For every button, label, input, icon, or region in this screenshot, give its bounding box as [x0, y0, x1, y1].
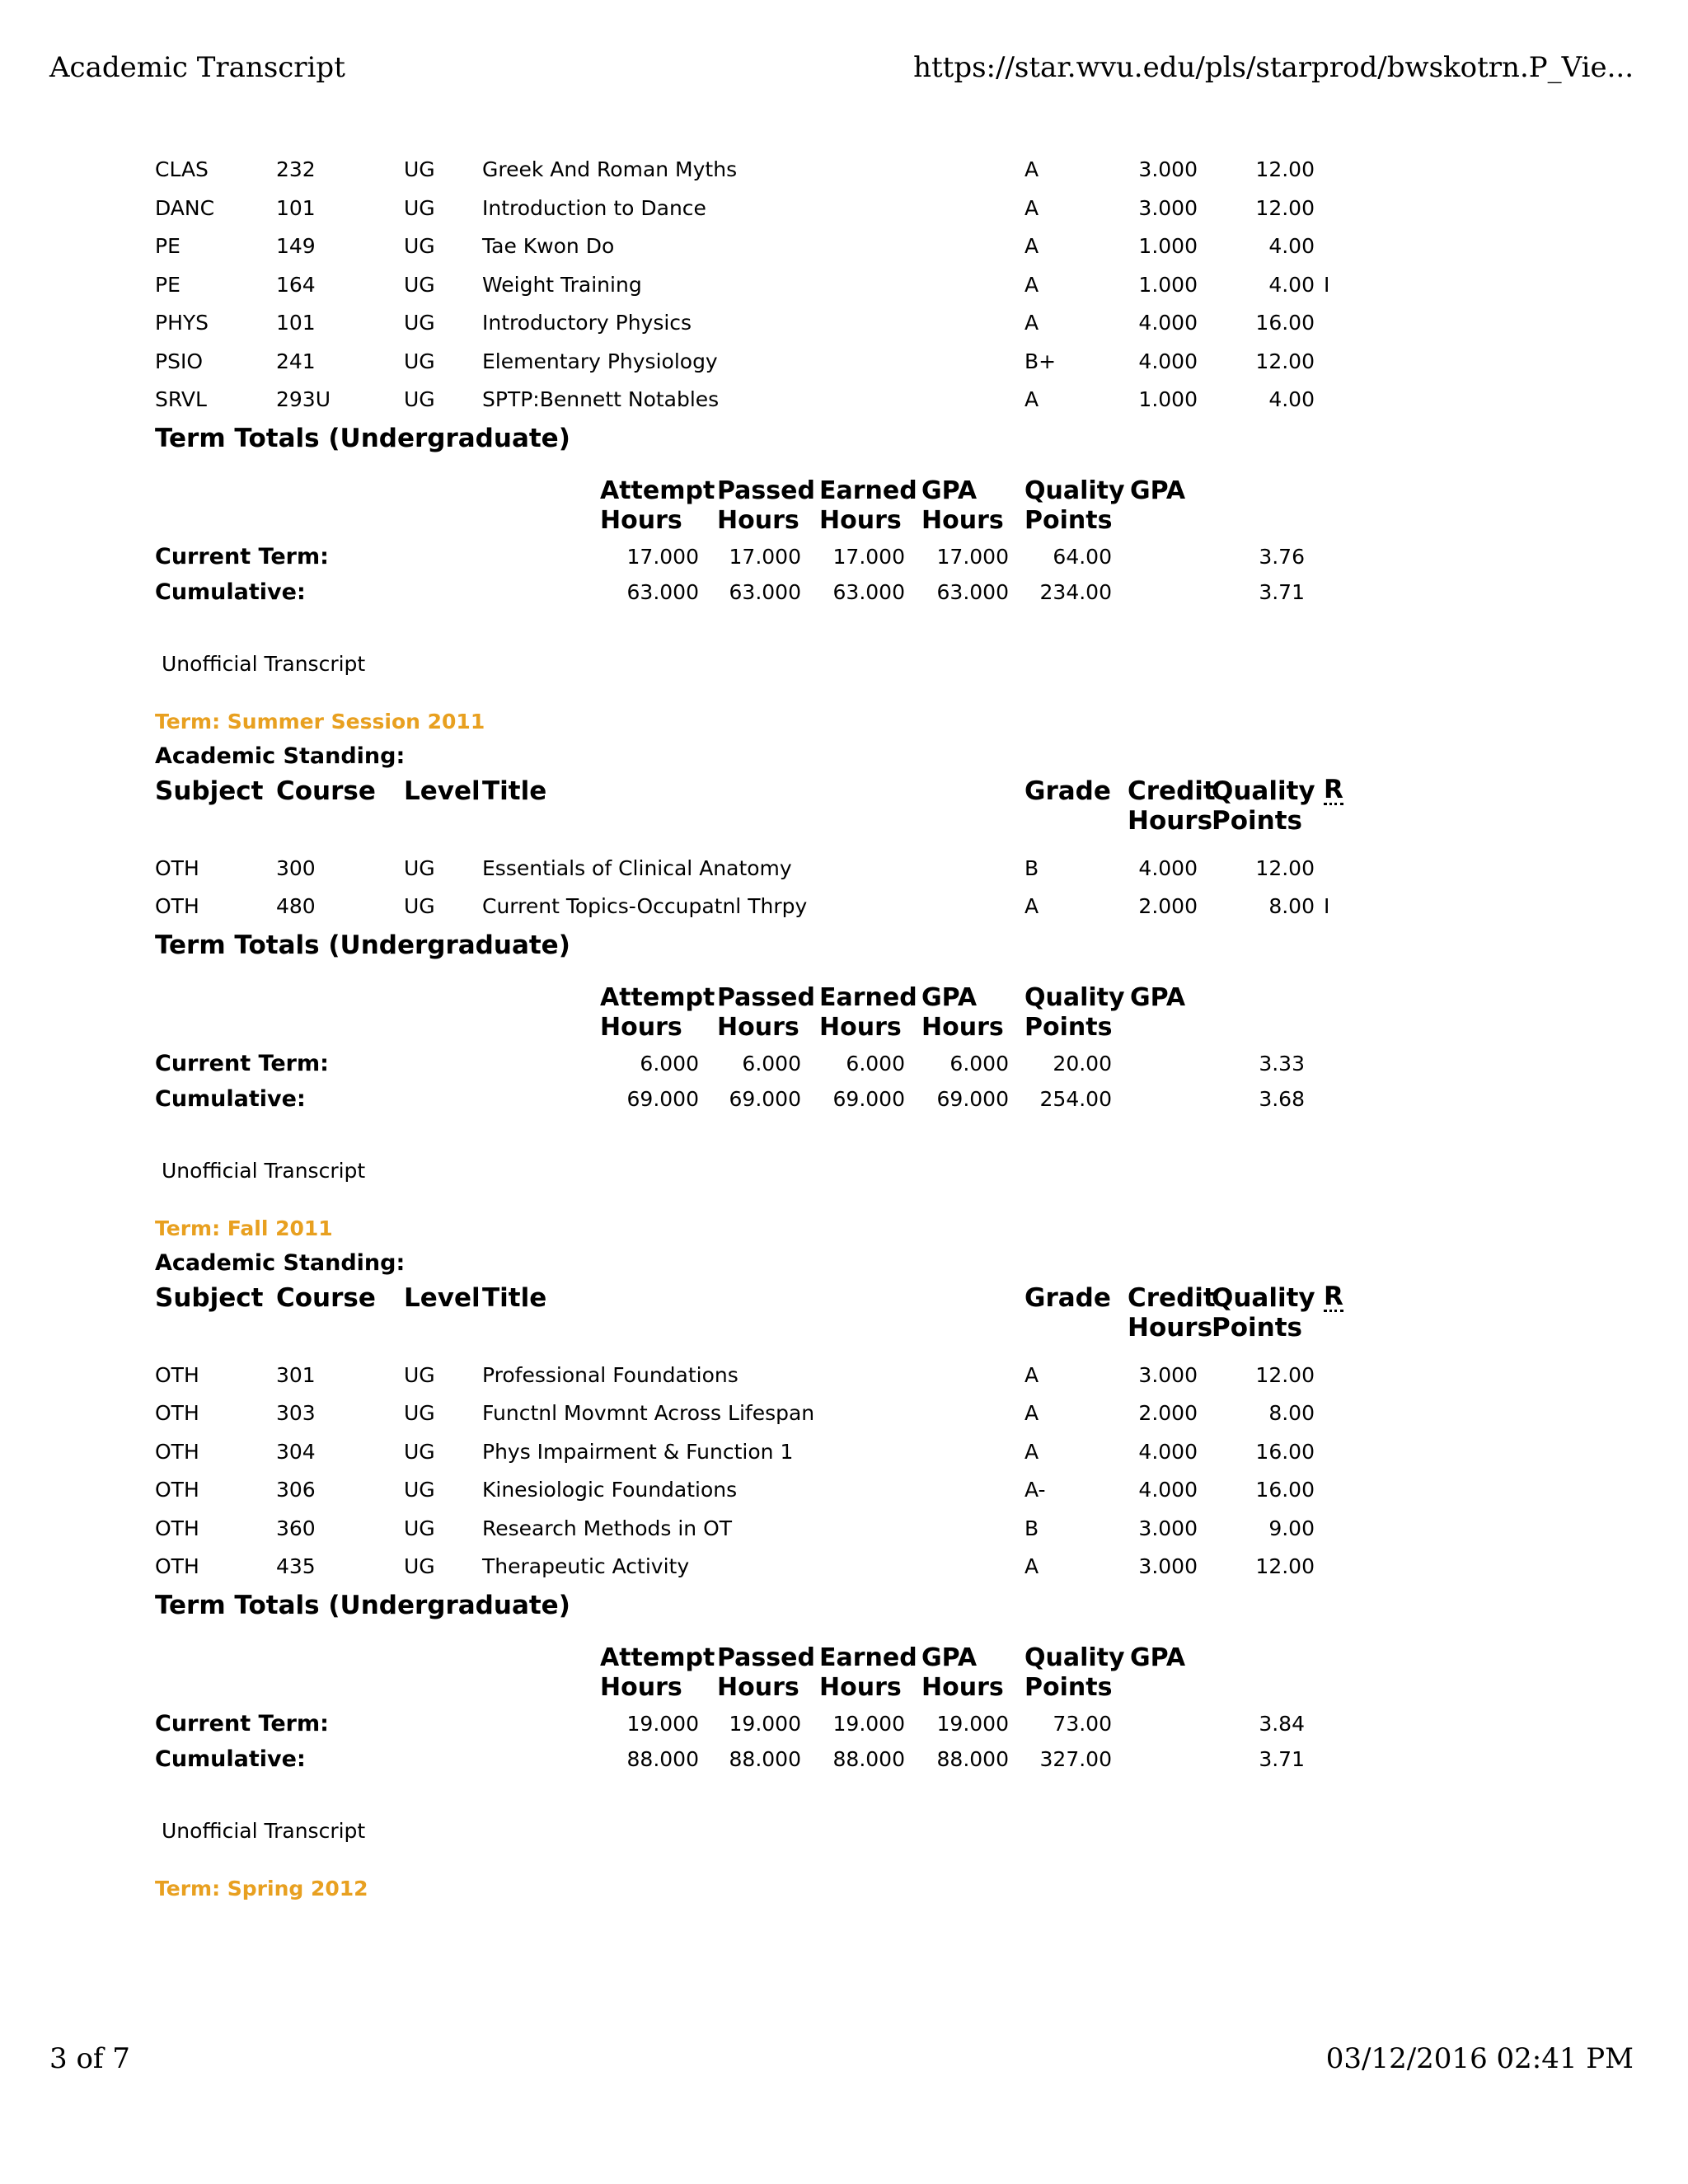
course-credit-hours: 4.000	[1138, 855, 1198, 880]
transcript-content	[155, 153, 1441, 1907]
print-datetime: 03/12/2016 02:41 PM	[1325, 2042, 1634, 2075]
course-credit-hours: 4.000	[1138, 349, 1198, 373]
course-number: 300	[276, 855, 316, 880]
page-header-url[interactable]: https://star.wvu.edu/pls/starprod/bwskotrn.P_Vie...	[913, 51, 1634, 84]
course-grade: A	[1025, 1554, 1039, 1578]
course-row	[155, 1397, 1441, 1436]
course-number: 101	[276, 311, 316, 335]
totals-gpa-header: GPA	[1130, 476, 1186, 505]
cumulative-row-attempt: 69.000	[626, 1086, 699, 1111]
cumulative-row-gpa: 3.71	[1259, 579, 1305, 604]
course-level: UG	[404, 855, 435, 880]
col-level-header: Level	[404, 1282, 481, 1313]
course-subject: OTH	[155, 894, 199, 918]
term-heading: Term: Summer Session 2011	[155, 709, 485, 733]
course-number: 232	[276, 157, 316, 181]
course-title: Weight Training	[482, 272, 642, 297]
course-row	[155, 307, 1441, 345]
term-totals-title: Term Totals (Undergraduate)	[155, 930, 570, 960]
course-row	[155, 230, 1441, 269]
col-quality-points-header: Quality Points	[1212, 776, 1315, 836]
totals-attempt-hours-header: Attempt Hours	[600, 1643, 715, 1702]
course-grade: A	[1025, 387, 1039, 411]
cumulative-row-gpa-hours: 69.000	[936, 1086, 1009, 1111]
course-title: Research Methods in OT	[482, 1516, 733, 1540]
totals-earned-hours-header: Earned Hours	[819, 1643, 917, 1702]
cumulative-row	[155, 576, 1441, 612]
current-term-row-gpa: 3.84	[1259, 1711, 1305, 1736]
cumulative-row-gpa: 3.71	[1259, 1746, 1305, 1771]
course-subject: OTH	[155, 1401, 199, 1425]
totals-earned-hours-header: Earned Hours	[819, 982, 917, 1042]
course-number: 149	[276, 234, 316, 258]
current-term-row-label: Current Term:	[155, 543, 329, 569]
cumulative-row	[155, 1743, 1441, 1779]
current-term-row-passed: 19.000	[729, 1711, 801, 1736]
cumulative-row-label: Cumulative:	[155, 1085, 306, 1112]
course-quality-points: 12.00	[1255, 195, 1315, 220]
course-credit-hours: 1.000	[1138, 234, 1198, 258]
course-grade: A	[1025, 1362, 1039, 1387]
totals-quality-points-header: Quality Points	[1025, 476, 1125, 535]
totals-column-header	[155, 1643, 1441, 1708]
course-subject: OTH	[155, 1362, 199, 1387]
course-credit-hours: 3.000	[1138, 157, 1198, 181]
totals-gpa-header: GPA	[1130, 1643, 1186, 1672]
course-number: 164	[276, 272, 316, 297]
col-title-header: Title	[482, 776, 547, 806]
course-credit-hours: 3.000	[1138, 1516, 1198, 1540]
course-quality-points: 12.00	[1255, 855, 1315, 880]
course-title: Introductory Physics	[482, 311, 692, 335]
col-course-header: Course	[276, 776, 376, 806]
totals-attempt-hours-header: Attempt Hours	[600, 476, 715, 535]
totals-column-header	[155, 476, 1441, 541]
cumulative-row-quality: 327.00	[1039, 1746, 1112, 1771]
col-grade-header: Grade	[1025, 1282, 1111, 1313]
course-level: UG	[404, 1362, 435, 1387]
unofficial-transcript-note: Unofficial Transcript	[162, 1158, 366, 1183]
course-subject: PE	[155, 234, 181, 258]
course-title: Essentials of Clinical Anatomy	[482, 855, 792, 880]
course-row	[155, 153, 1441, 192]
course-title: Therapeutic Activity	[482, 1554, 690, 1578]
course-subject: OTH	[155, 1439, 199, 1464]
course-level: UG	[404, 157, 435, 181]
current-term-row-earned: 6.000	[846, 1051, 905, 1076]
current-term-row	[155, 1047, 1441, 1083]
course-title: Current Topics-Occupatnl Thrpy	[482, 894, 808, 918]
course-level: UG	[404, 349, 435, 373]
cumulative-row-earned: 88.000	[832, 1746, 905, 1771]
course-credit-hours: 3.000	[1138, 1554, 1198, 1578]
course-quality-points: 4.00	[1268, 272, 1315, 297]
col-credit-hours-header: Credit Hours	[1128, 1282, 1216, 1343]
col-grade-header: Grade	[1025, 776, 1111, 806]
course-grade: A	[1025, 195, 1039, 220]
current-term-row-earned: 17.000	[832, 544, 905, 569]
academic-standing-label: Academic Standing:	[155, 743, 406, 769]
course-grade: A	[1025, 234, 1039, 258]
course-number: 435	[276, 1554, 316, 1578]
course-quality-points: 16.00	[1255, 311, 1315, 335]
course-credit-hours: 1.000	[1138, 272, 1198, 297]
course-title: Kinesiologic Foundations	[482, 1478, 738, 1502]
course-column-header	[155, 1283, 1441, 1349]
page-number: 3 of 7	[49, 2042, 130, 2075]
course-row	[155, 1359, 1441, 1398]
totals-earned-hours-header: Earned Hours	[819, 476, 917, 535]
course-subject: PE	[155, 272, 181, 297]
course-quality-points: 4.00	[1268, 234, 1315, 258]
course-quality-points: 9.00	[1268, 1516, 1315, 1540]
totals-passed-hours-header: Passed Hours	[717, 476, 815, 535]
course-row	[155, 192, 1441, 231]
course-repeat-indicator: I	[1324, 272, 1330, 297]
course-column-header	[155, 776, 1441, 842]
course-grade: A	[1025, 272, 1039, 297]
course-quality-points: 4.00	[1268, 387, 1315, 411]
course-grade: A	[1025, 311, 1039, 335]
cumulative-row-passed: 63.000	[729, 579, 801, 604]
col-credit-hours-header: Credit Hours	[1128, 776, 1216, 836]
cumulative-row-attempt: 63.000	[626, 579, 699, 604]
page-header-title: Academic Transcript	[49, 51, 345, 84]
totals-attempt-hours-header: Attempt Hours	[600, 982, 715, 1042]
totals-gpa-hours-header: GPA Hours	[921, 1643, 1004, 1702]
course-subject: OTH	[155, 1478, 199, 1502]
col-r-header[interactable]: R	[1324, 1281, 1343, 1311]
cumulative-row-attempt: 88.000	[626, 1746, 699, 1771]
course-number: 303	[276, 1401, 316, 1425]
cumulative-row-earned: 63.000	[832, 579, 905, 604]
course-row	[155, 345, 1441, 384]
current-term-row-passed: 17.000	[729, 544, 801, 569]
totals-gpa-hours-header: GPA Hours	[921, 982, 1004, 1042]
current-term-row-attempt: 19.000	[626, 1711, 699, 1736]
course-level: UG	[404, 1516, 435, 1540]
cumulative-row-quality: 234.00	[1039, 579, 1112, 604]
course-quality-points: 12.00	[1255, 1554, 1315, 1578]
current-term-row-quality: 64.00	[1053, 544, 1112, 569]
course-subject: CLAS	[155, 157, 209, 181]
course-row	[155, 1550, 1441, 1589]
course-quality-points: 12.00	[1255, 349, 1315, 373]
totals-gpa-hours-header: GPA Hours	[921, 476, 1004, 535]
term-totals-title: Term Totals (Undergraduate)	[155, 1590, 570, 1620]
course-level: UG	[404, 894, 435, 918]
current-term-row-gpa-hours: 6.000	[950, 1051, 1009, 1076]
course-credit-hours: 3.000	[1138, 195, 1198, 220]
course-quality-points: 8.00	[1268, 894, 1315, 918]
course-quality-points: 12.00	[1255, 1362, 1315, 1387]
current-term-row	[155, 1708, 1441, 1743]
course-row	[155, 269, 1441, 307]
course-level: UG	[404, 311, 435, 335]
course-quality-points: 12.00	[1255, 157, 1315, 181]
cumulative-row-gpa: 3.68	[1259, 1086, 1305, 1111]
course-grade: B+	[1025, 349, 1057, 373]
course-row	[155, 383, 1441, 422]
totals-quality-points-header: Quality Points	[1025, 1643, 1125, 1702]
course-number: 360	[276, 1516, 316, 1540]
col-level-header: Level	[404, 776, 481, 806]
cumulative-row-gpa-hours: 88.000	[936, 1746, 1009, 1771]
course-subject: OTH	[155, 855, 199, 880]
course-grade: A	[1025, 1401, 1039, 1425]
current-term-row-label: Current Term:	[155, 1710, 329, 1736]
course-quality-points: 16.00	[1255, 1478, 1315, 1502]
col-subject-header: Subject	[155, 1282, 264, 1313]
course-credit-hours: 1.000	[1138, 387, 1198, 411]
course-number: 306	[276, 1478, 316, 1502]
totals-passed-hours-header: Passed Hours	[717, 1643, 815, 1702]
course-row	[155, 890, 1441, 929]
unofficial-transcript-note: Unofficial Transcript	[162, 651, 366, 676]
course-level: UG	[404, 1439, 435, 1464]
course-grade: A-	[1025, 1478, 1046, 1502]
course-number: 293U	[276, 387, 331, 411]
course-level: UG	[404, 387, 435, 411]
cumulative-row-label: Cumulative:	[155, 1746, 306, 1772]
cumulative-row-label: Cumulative:	[155, 579, 306, 605]
current-term-row-passed: 6.000	[742, 1051, 801, 1076]
current-term-row-quality: 73.00	[1053, 1711, 1112, 1736]
term-heading: Term: Spring 2012	[155, 1876, 368, 1900]
course-title: Tae Kwon Do	[482, 234, 615, 258]
academic-standing-label: Academic Standing:	[155, 1249, 406, 1276]
course-grade: A	[1025, 157, 1039, 181]
course-credit-hours: 2.000	[1138, 1401, 1198, 1425]
course-credit-hours: 3.000	[1138, 1362, 1198, 1387]
course-row	[155, 1436, 1441, 1474]
course-subject: PSIO	[155, 349, 203, 373]
course-subject: OTH	[155, 1554, 199, 1578]
current-term-row-gpa-hours: 19.000	[936, 1711, 1009, 1736]
course-quality-points: 8.00	[1268, 1401, 1315, 1425]
course-number: 301	[276, 1362, 316, 1387]
course-level: UG	[404, 1478, 435, 1502]
course-grade: A	[1025, 894, 1039, 918]
col-course-header: Course	[276, 1282, 376, 1313]
course-title: Elementary Physiology	[482, 349, 718, 373]
course-title: Professional Foundations	[482, 1362, 738, 1387]
totals-gpa-header: GPA	[1130, 982, 1186, 1012]
course-credit-hours: 2.000	[1138, 894, 1198, 918]
course-title: Functnl Movmnt Across Lifespan	[482, 1401, 815, 1425]
course-repeat-indicator: I	[1324, 894, 1330, 918]
course-grade: B	[1025, 855, 1039, 880]
course-grade: B	[1025, 1516, 1039, 1540]
col-quality-points-header: Quality Points	[1212, 1282, 1315, 1343]
course-title: Introduction to Dance	[482, 195, 706, 220]
course-credit-hours: 4.000	[1138, 311, 1198, 335]
course-level: UG	[404, 234, 435, 258]
cumulative-row-quality: 254.00	[1039, 1086, 1112, 1111]
current-term-row	[155, 541, 1441, 576]
cumulative-row-passed: 69.000	[729, 1086, 801, 1111]
course-level: UG	[404, 195, 435, 220]
course-quality-points: 16.00	[1255, 1439, 1315, 1464]
course-level: UG	[404, 1401, 435, 1425]
current-term-row-earned: 19.000	[832, 1711, 905, 1736]
current-term-row-gpa: 3.76	[1259, 544, 1305, 569]
course-credit-hours: 4.000	[1138, 1478, 1198, 1502]
current-term-row-label: Current Term:	[155, 1050, 329, 1076]
course-subject: OTH	[155, 1516, 199, 1540]
current-term-row-attempt: 6.000	[640, 1051, 699, 1076]
col-r-header[interactable]: R	[1324, 774, 1343, 804]
col-subject-header: Subject	[155, 776, 264, 806]
course-level: UG	[404, 272, 435, 297]
term-totals-title: Term Totals (Undergraduate)	[155, 423, 570, 453]
cumulative-row-passed: 88.000	[729, 1746, 801, 1771]
cumulative-row	[155, 1083, 1441, 1118]
current-term-row-gpa-hours: 17.000	[936, 544, 1009, 569]
course-title: Greek And Roman Myths	[482, 157, 738, 181]
totals-quality-points-header: Quality Points	[1025, 982, 1125, 1042]
course-level: UG	[404, 1554, 435, 1578]
current-term-row-gpa: 3.33	[1259, 1051, 1305, 1076]
course-title: Phys Impairment & Function 1	[482, 1439, 794, 1464]
course-number: 480	[276, 894, 316, 918]
unofficial-transcript-note: Unofficial Transcript	[162, 1818, 366, 1843]
course-subject: PHYS	[155, 311, 209, 335]
course-subject: SRVL	[155, 387, 207, 411]
course-number: 101	[276, 195, 316, 220]
course-grade: A	[1025, 1439, 1039, 1464]
current-term-row-quality: 20.00	[1053, 1051, 1112, 1076]
course-number: 304	[276, 1439, 316, 1464]
cumulative-row-gpa-hours: 63.000	[936, 579, 1009, 604]
course-number: 241	[276, 349, 316, 373]
course-credit-hours: 4.000	[1138, 1439, 1198, 1464]
term-heading: Term: Fall 2011	[155, 1216, 333, 1240]
course-row	[155, 852, 1441, 891]
cumulative-row-earned: 69.000	[832, 1086, 905, 1111]
totals-column-header	[155, 983, 1441, 1047]
totals-passed-hours-header: Passed Hours	[717, 982, 815, 1042]
col-title-header: Title	[482, 1282, 547, 1313]
course-row	[155, 1512, 1441, 1551]
course-subject: DANC	[155, 195, 215, 220]
current-term-row-attempt: 17.000	[626, 544, 699, 569]
course-title: SPTP:Bennett Notables	[482, 387, 720, 411]
course-row	[155, 1474, 1441, 1512]
